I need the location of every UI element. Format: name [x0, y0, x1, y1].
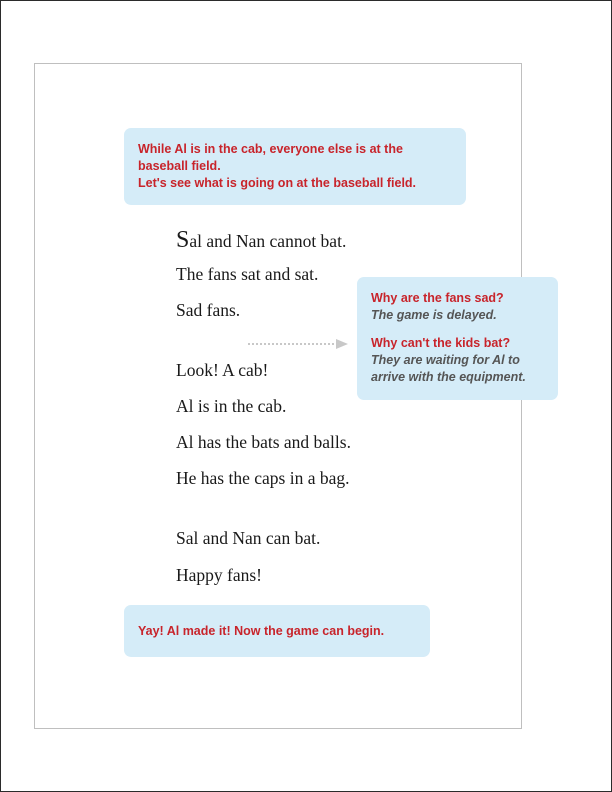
closing-note-text: Yay! Al made it! Now the game can begin. — [138, 624, 385, 638]
intro-note-line-3: Let's see what is going on at the baseball field. — [138, 176, 417, 190]
answer-2-line-1: They are waiting for Al to — [371, 353, 520, 367]
story-line-4: Look! A cab! — [176, 360, 269, 380]
intro-note-line-1: While Al is in the cab, everyone else is at the — [138, 142, 403, 156]
story-line-6: Al has the bats and balls. — [176, 432, 351, 452]
closing-note-callout — [124, 605, 430, 657]
question-2: Why can't the kids bat? — [371, 336, 511, 350]
intro-note-line-2: baseball field. — [138, 159, 221, 173]
story-line-8: Sal and Nan can bat. — [176, 528, 321, 548]
story-line-3: Sad fans. — [176, 300, 241, 320]
question-1: Why are the fans sad? — [371, 291, 504, 305]
story-line-1 — [176, 227, 346, 254]
answer-2-line-2: arrive with the equipment. — [371, 370, 526, 384]
story-line-5: Al is in the cab. — [176, 396, 287, 416]
story-drop-cap: S — [176, 227, 190, 253]
question-note-callout — [357, 277, 558, 400]
story-line-7: He has the caps in a bag. — [176, 468, 350, 488]
pointer-arrow-icon — [248, 337, 350, 351]
story-line-2: The fans sat and sat. — [176, 264, 319, 284]
intro-note-callout — [124, 128, 466, 205]
story-line-1-text: al and Nan cannot bat. — [189, 231, 347, 251]
answer-1: The game is delayed. — [371, 308, 497, 322]
story-line-9: Happy fans! — [176, 565, 263, 585]
